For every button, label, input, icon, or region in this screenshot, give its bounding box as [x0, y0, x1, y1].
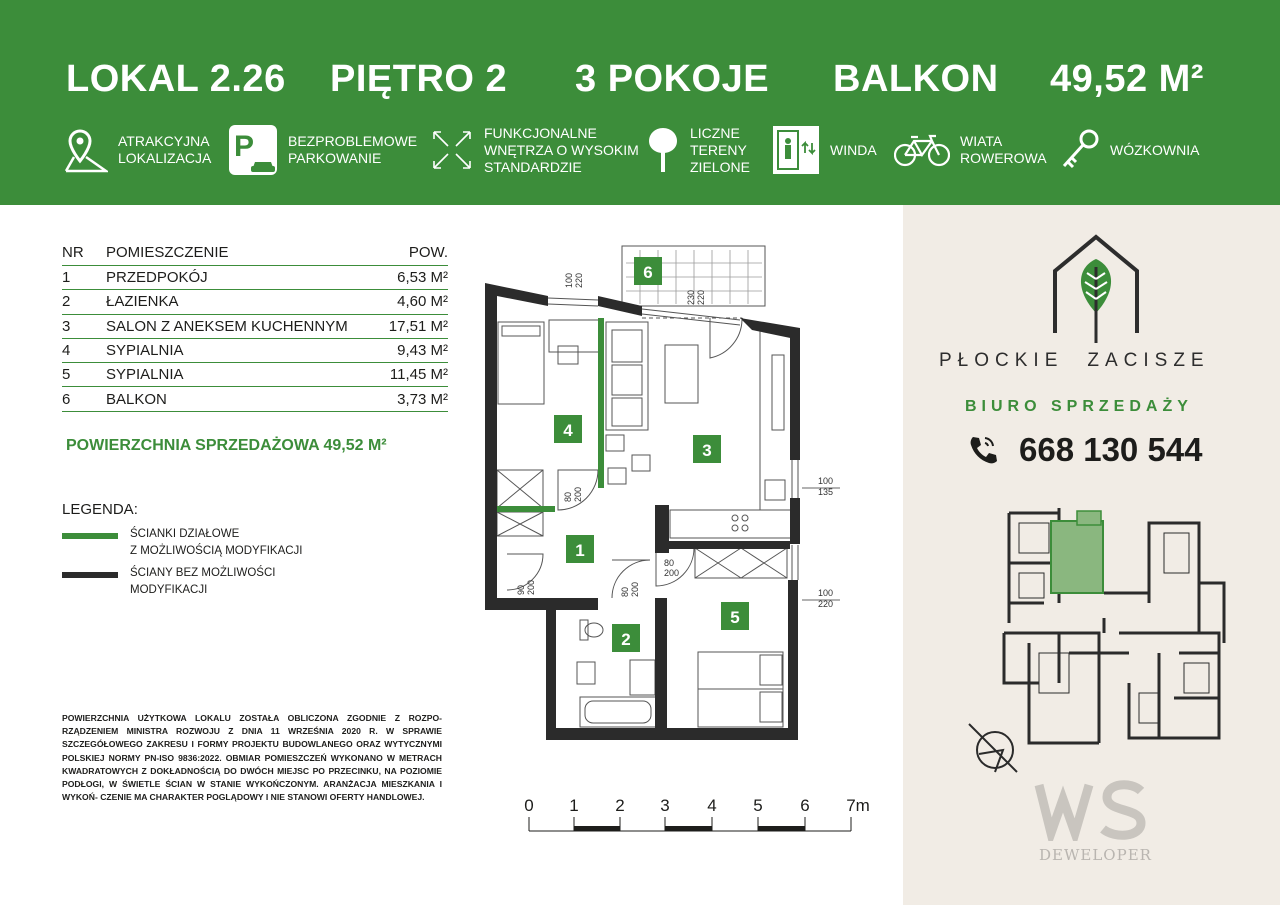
- table-row: [62, 315, 448, 339]
- scale-label: 4: [707, 796, 717, 815]
- scale-label: 0: [524, 796, 534, 815]
- feature-label: FUNKCJONALNE WNĘTRZA O WYSOKIM STANDARDZIE: [484, 124, 639, 175]
- phone-icon: [967, 434, 997, 464]
- rooms-title: 3 POKOJE: [575, 58, 770, 100]
- area-title: 49,52 M²: [1050, 58, 1204, 100]
- brand-logo-icon: [1051, 233, 1141, 343]
- row-name: SYPIALNIA: [106, 366, 184, 384]
- row-nr: 2: [62, 293, 71, 311]
- rooms-table: [62, 240, 448, 412]
- dim-window4-h: 220: [574, 272, 584, 288]
- scale-label: 5: [753, 796, 763, 815]
- dim-window3-h: 135: [818, 487, 834, 497]
- floor-plan: [470, 236, 840, 748]
- floor-title: PIĘTRO 2: [330, 58, 508, 100]
- sales-office-label: BIURO SPRZEDAŻY: [965, 398, 1193, 415]
- dim-window3-w: 100: [818, 476, 834, 486]
- header-banner: [0, 0, 1280, 205]
- lokal-title: LOKAL 2.26: [66, 58, 286, 100]
- svg-text:P: P: [234, 130, 255, 163]
- row-area: 17,51 M²: [388, 317, 448, 335]
- feature-location: [64, 120, 211, 180]
- legend-item-modifiable: [62, 526, 303, 560]
- dim-window5-w: 100: [818, 588, 834, 598]
- row-area: 9,43 M²: [397, 342, 448, 360]
- dim-window5-h: 220: [818, 599, 834, 609]
- table-row: [62, 387, 448, 411]
- row-nr: 1: [62, 269, 71, 287]
- feature-label: LICZNE TERENY ZIELONE: [690, 124, 750, 175]
- legend-title: LEGENDA:: [62, 501, 138, 518]
- row-name: PRZEDPOKÓJ: [106, 269, 208, 287]
- dimension-lines: [802, 488, 840, 600]
- table-row: [62, 266, 448, 290]
- room-labels: [554, 257, 749, 652]
- furniture: [497, 318, 792, 727]
- dim-entry-h: 200: [526, 579, 536, 595]
- row-name: ŁAZIENKA: [106, 293, 179, 311]
- row-nr: 6: [62, 390, 71, 408]
- row-area: 6,53 M²: [397, 269, 448, 287]
- feature-parking: [228, 120, 417, 180]
- dim-door2-w: 80: [620, 586, 630, 597]
- header-nr: NR: [62, 244, 84, 261]
- feature-interiors: [430, 120, 639, 180]
- table-header: [62, 240, 448, 266]
- room-label-4: 4: [563, 421, 573, 440]
- scale-label: 2: [615, 796, 625, 815]
- key-icon: [1060, 128, 1100, 172]
- room-label-5: 5: [730, 608, 740, 627]
- map-pin-icon: [64, 127, 108, 173]
- row-nr: 5: [62, 366, 71, 384]
- row-name: BALKON: [106, 390, 167, 408]
- legend-swatch-dark: [62, 572, 118, 578]
- header-name: POMIESZCZENIE: [106, 244, 229, 261]
- legend-swatch-green: [62, 533, 118, 539]
- feature-label: WÓZKOWNIA: [1110, 141, 1200, 158]
- room-label-1: 1: [575, 541, 585, 560]
- dim-entry-w: 90: [516, 584, 526, 595]
- header-area: POW.: [408, 244, 448, 261]
- area-note: POWIERZCHNIA UŻYTKOWA LOKALU ZOSTAŁA OBLICZONA ZGODNIE Z ROZPO- RZĄDZENIEM MINISTRA ROZWOJU Z DNIA 11 WRZEŚNIA 2020 R. W SPRAWIE SZCZEGÓŁOWEGO ZAKRESU I FORMY PROJEKTU BUDOWLANEGO ORAZ WYTYCZNYMI POLSKIEJ NORMY PN-ISO 9836:2022. OBMIAR POMIESZCZEŃ WYKONANO W METRACH KWADRATOWYCH Z DOKŁADNOŚCIĄ DO DWÓCH MIEJSC PO PRZECINKU, NA POZIOMIE PODŁOGI, W ŚWIETLE ŚCIAN W STANIE WYKOŃCZONYM. ARANŻACJA MIESZKANIA I WYKOŃ- CZENIE MA CHARAKTER POGLĄDOWY I NIE STANOWI OFERTY HANDLOWEJ.: [62, 713, 442, 803]
- scale-label: 7m: [846, 796, 870, 815]
- dim-door4-w: 80: [563, 491, 573, 502]
- feature-label: WINDA: [830, 141, 877, 158]
- room-label-3: 3: [702, 441, 712, 460]
- brand-name: [939, 350, 1259, 372]
- bicycle-icon: [894, 133, 950, 167]
- developer-label: DEWELOPER: [1039, 846, 1152, 864]
- scale-label: 1: [569, 796, 579, 815]
- dim-door2-h: 200: [630, 581, 640, 597]
- compass-icon: [965, 720, 1021, 776]
- scale-bar: [515, 795, 875, 840]
- feature-stroller-room: [1060, 120, 1199, 180]
- feature-green: [646, 120, 750, 180]
- row-nr: 4: [62, 342, 71, 360]
- dim-balcony-w: 230: [686, 289, 696, 305]
- brand-panel: [903, 205, 1280, 905]
- dim-balcony-h: 220: [696, 289, 706, 305]
- row-nr: 3: [62, 317, 71, 335]
- feature-elevator: [772, 120, 877, 180]
- elevator-icon: [772, 125, 820, 175]
- legend-label: ŚCIANY BEZ MOŻLIWOŚCI MODYFIKACJI: [130, 567, 276, 596]
- table-row: [62, 339, 448, 363]
- feature-label: BEZPROBLEMOWE PARKOWANIE: [288, 133, 418, 166]
- row-area: 4,60 M²: [397, 293, 448, 311]
- room-label-2: 2: [621, 630, 631, 649]
- sales-area: POWIERZCHNIA SPRZEDAŻOWA 49,52 M²: [66, 437, 387, 454]
- dim-window4-w: 100: [564, 272, 574, 288]
- expand-arrows-icon: [430, 128, 474, 172]
- feature-bike-shed: [894, 120, 1047, 180]
- brand-name-a: PŁOCKIE: [939, 350, 1064, 371]
- legend-item-fixed: [62, 565, 275, 599]
- building-plan-thumbnail: [999, 503, 1229, 748]
- parking-icon: [228, 124, 278, 176]
- balcony-title: BALKON: [833, 58, 999, 100]
- row-area: 3,73 M²: [397, 390, 448, 408]
- table-row: [62, 290, 448, 314]
- table-row: [62, 363, 448, 387]
- phone-number[interactable]: 668 130 544: [1019, 431, 1203, 468]
- room-label-6: 6: [643, 263, 653, 282]
- legend-label: ŚCIANKI DZIAŁOWE Z MOŻLIWOŚCIĄ MODYFIKACJI: [130, 528, 303, 557]
- dim-door5-w: 80: [664, 558, 675, 568]
- feature-label: WIATA ROWEROWA: [960, 133, 1047, 166]
- feature-label: ATRAKCYJNA LOKALIZACJA: [118, 133, 212, 166]
- brand-name-b: ZACISZE: [1087, 350, 1210, 371]
- dim-door5-h: 200: [664, 568, 680, 578]
- tree-icon: [646, 126, 680, 174]
- row-area: 11,45 M²: [389, 366, 448, 384]
- developer-logo: [1033, 777, 1153, 841]
- scale-label: 6: [800, 796, 810, 815]
- scale-label: 3: [660, 796, 670, 815]
- row-name: SALON Z ANEKSEM KUCHENNYM: [106, 317, 348, 335]
- row-name: SYPIALNIA: [106, 342, 184, 360]
- dim-door4-h: 200: [573, 486, 583, 502]
